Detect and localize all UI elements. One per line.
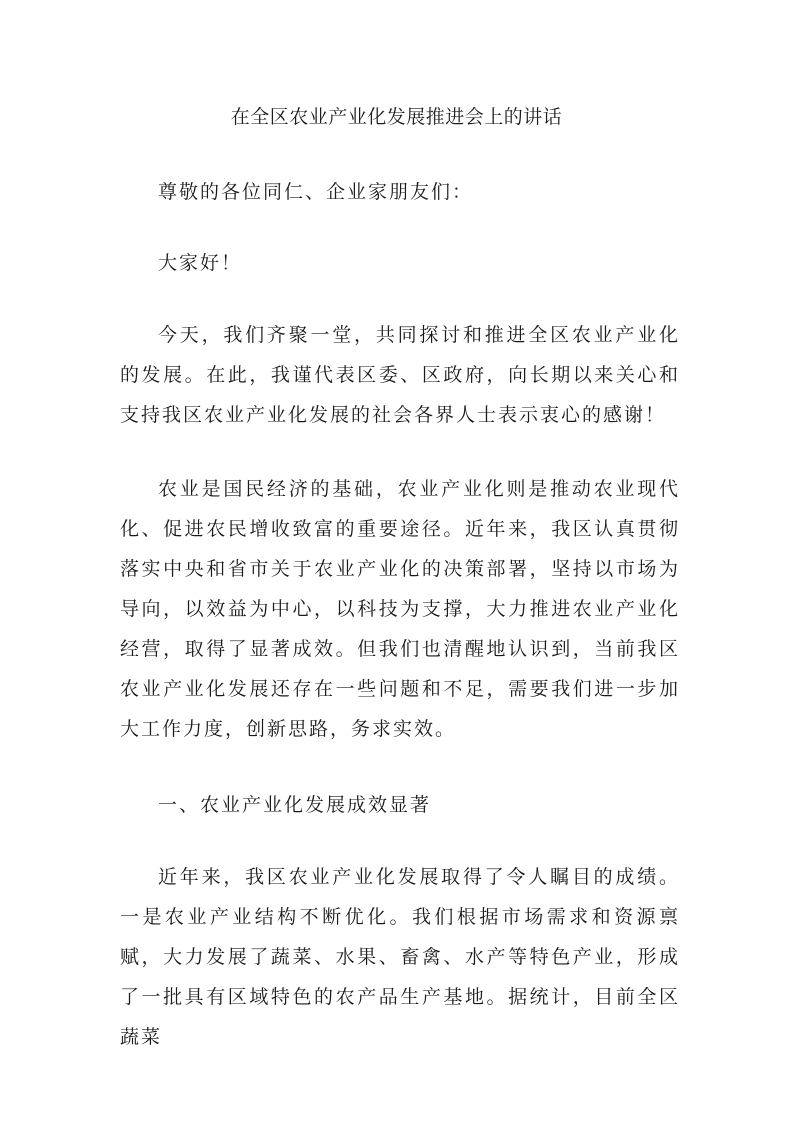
paragraph-opening: 今天，我们齐聚一堂，共同探讨和推进全区农业产业化的发展。在此，我谨代表区委、区政府，向长期以来关心和支持我区农业产业化发展的社会各界人士表示衷心的感谢！ bbox=[120, 324, 680, 426]
document-title: 在全区农业产业化发展推进会上的讲话 bbox=[230, 106, 563, 128]
salutation: 尊敬的各位同仁、企业家朋友们： bbox=[158, 181, 474, 203]
paragraph-achievements: 近年来，我区农业产业化发展取得了令人瞩目的成绩。一是农业产业结构不断优化。我们根据市场需求和资源禀赋，大力发展了蔬菜、水果、畜禽、水产等特色产业，形成了一批具有区域特色的农产品生产基地。据统计，目前全区蔬菜 bbox=[120, 866, 680, 1048]
paragraph-background: 农业是国民经济的基础，农业产业化则是推动农业现代化、促进农民增收致富的重要途径。近年来，我区认真贯彻落实中央和省市关于农业产业化的决策部署，坚持以市场为导向，以效益为中心，以科技为支撑，大力推进农业产业化经营，取得了显著成效。但我们也清醒地认识到，当前我区农业产业化发展还存在一些问题和不足，需要我们进一步加大工作力度，创新思路，务求实效。 bbox=[120, 478, 680, 740]
greeting: 大家好！ bbox=[158, 252, 243, 274]
section-heading: 一、农业产业化发展成效显著 bbox=[158, 794, 432, 816]
